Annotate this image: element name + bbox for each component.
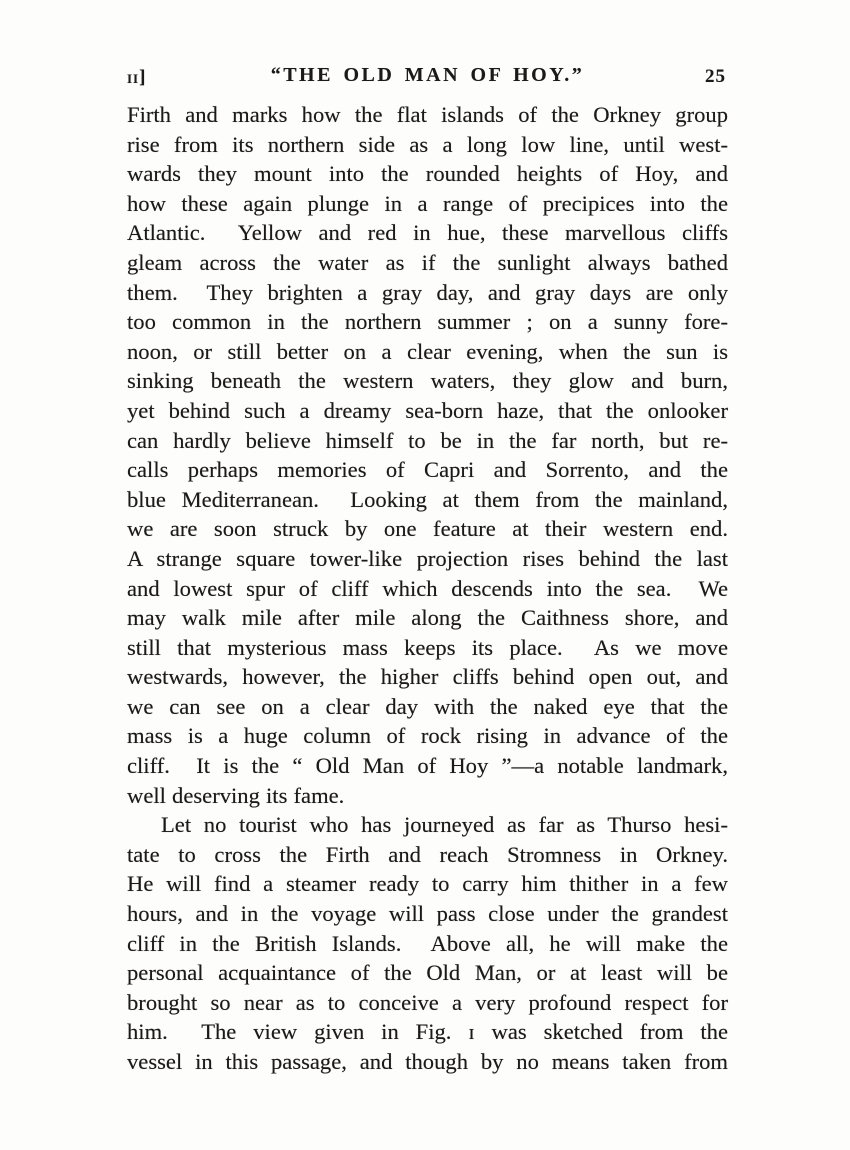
text-line: mass is a huge column of rock rising in advance of the <box>127 723 728 749</box>
text-line: we are soon struck by one feature at their western end. <box>127 516 728 542</box>
text-line: yet behind such a dreamy sea-born haze, that the onlooker <box>127 397 728 423</box>
text-line: He will find a steamer ready to carry him thither in a few <box>127 871 728 897</box>
text-line: hours, and in the voyage will pass close under the grandest <box>127 901 728 927</box>
text-line: blue Mediterranean. Looking at them from the mainland, <box>127 486 728 512</box>
text-line: well deserving its fame. <box>127 782 345 808</box>
text-line: vessel in this passage, and though by no means taken from <box>127 1049 728 1074</box>
text-line: and lowest spur of cliff which descends into the sea. We <box>127 575 728 601</box>
text-line: them. They brighten a gray day, and gray days are only <box>127 279 728 305</box>
text-line: still that mysterious mass keeps its place. As we move <box>127 634 728 660</box>
text-line: calls perhaps memories of Capri and Sorrento, and the <box>127 457 728 483</box>
text-line: may walk mile after mile along the Caithness shore, and <box>127 605 728 631</box>
body-text <box>127 100 728 1077</box>
text-line: personal acquaintance of the Old Man, or at least will be <box>127 960 728 986</box>
text-line: sinking beneath the western waters, they glow and burn, <box>127 368 728 394</box>
text-line: wards they mount into the rounded heights of Hoy, and <box>127 161 728 187</box>
running-title: “THE OLD MAN OF HOY.” <box>270 64 585 86</box>
chapter-ref: ii] <box>127 67 147 88</box>
text-line: A strange square tower-like projection rises behind the last <box>127 545 728 571</box>
text-line: noon, or still better on a clear evening, when the sun is <box>127 338 728 364</box>
text-line: too common in the northern summer ; on a sunny fore- <box>127 309 728 335</box>
text-line: him. The view given in Fig. ɪ was sketched from the <box>127 1019 728 1045</box>
page-header <box>127 64 728 92</box>
text-line: cliff. It is the “ Old Man of Hoy ”—a notable landmark, <box>127 753 728 779</box>
text-line: rise from its northern side as a long low line, until west- <box>127 131 728 157</box>
text-line: cliff in the British Islands. Above all, he will make the <box>127 930 728 956</box>
text-line: can hardly believe himself to be in the far north, but re- <box>127 427 728 453</box>
text-line: Atlantic. Yellow and red in hue, these marvellous cliffs <box>127 220 728 246</box>
text-line: Let no tourist who has journeyed as far as Thurso hesi- <box>161 812 728 838</box>
text-line: westwards, however, the higher cliffs behind open out, and <box>127 664 728 690</box>
text-line: Firth and marks how the flat islands of the Orkney group <box>127 102 728 127</box>
page-number: 25 <box>705 66 726 87</box>
text-line: tate to cross the Firth and reach Stromness in Orkney. <box>127 841 728 867</box>
text-line: brought so near as to conceive a very profound respect for <box>127 989 728 1015</box>
text-line: we can see on a clear day with the naked eye that the <box>127 693 728 719</box>
text-line: how these again plunge in a range of precipices into the <box>127 190 728 216</box>
text-line: gleam across the water as if the sunlight always bathed <box>127 249 728 275</box>
